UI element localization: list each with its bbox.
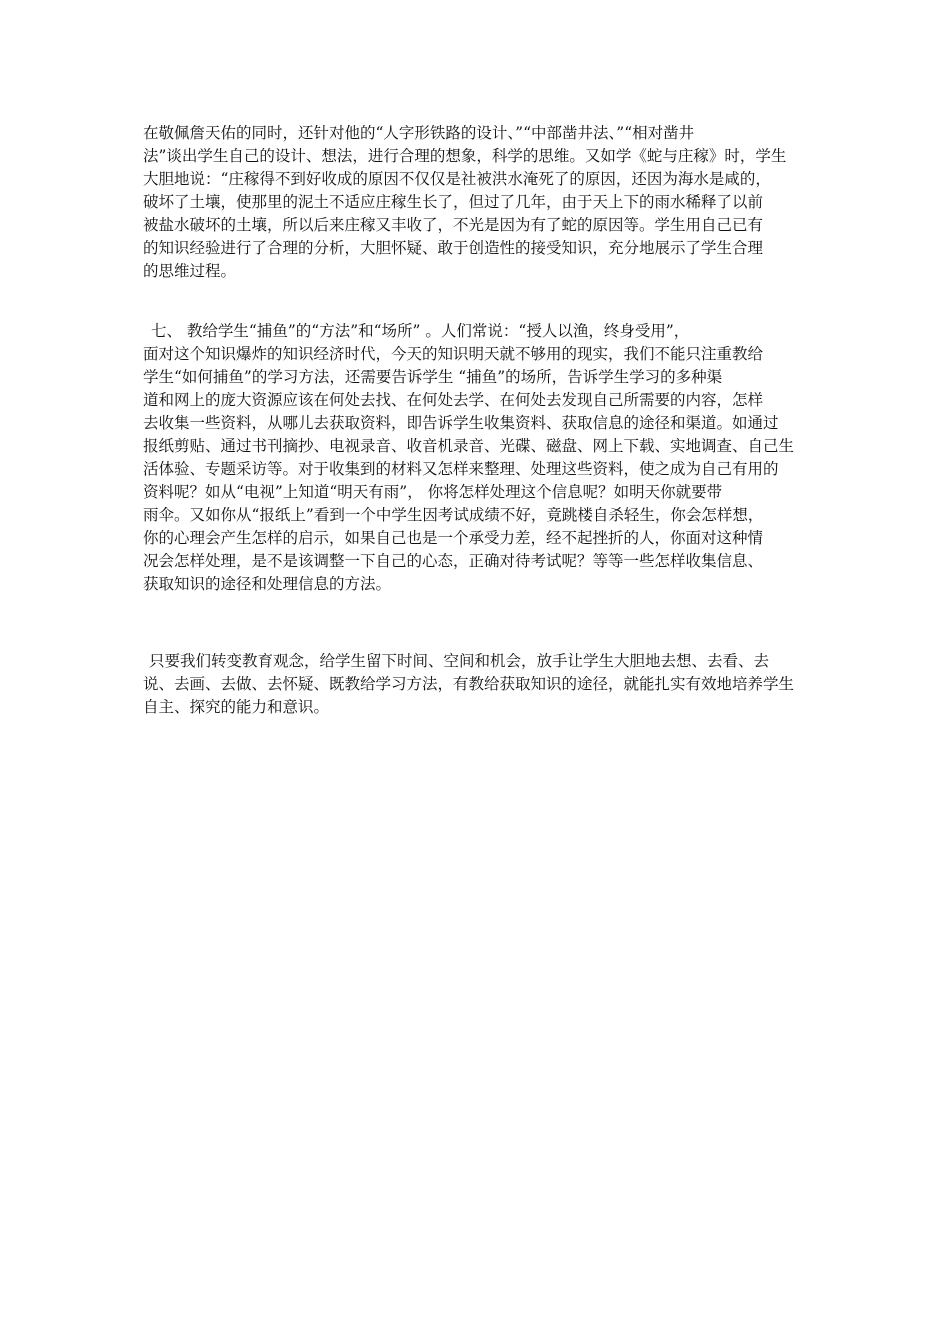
paragraph-line: 的知识经验进行了合理的分析，大胆怀疑、敢于创造性的接受知识，充分地展示了学生合理 (143, 239, 764, 257)
paragraph-line: 大胆地说：“庄稼得不到好收成的原因不仅仅是社被洪水淹死了的原因，还因为海水是咸的， (143, 170, 771, 188)
paragraph-line: 只要我们转变教育观念，给学生留下时间、空间和机会，放手让学生大胆地去想、去看、去 (149, 652, 770, 670)
paragraph-line: 说、去画、去做、去怀疑、既教给学习方法，有教给获取知识的途径，就能扎实有效地培养学生 (143, 675, 795, 693)
paragraph-line: 资料呢？如从“电视”上知道“明天有雨”， 你将怎样处理这个信息呢？如明天你就要带 (143, 483, 723, 501)
paragraph-line: 雨伞。又如你从“报纸上”看到一个中学生因考试成绩不好，竟跳楼自杀轻生，你会怎样想， (143, 506, 764, 524)
paragraph-line: 去收集一些资料，从哪儿去获取资料，即告诉学生收集资料、获取信息的途径和渠道。如通过 (143, 414, 779, 432)
paragraph-2 (143, 320, 813, 596)
paragraph-line: 的思维过程。 (143, 262, 237, 280)
paragraph-line: 学生“如何捕鱼”的学习方法，还需要告诉学生 “捕鱼”的场所，告诉学生学习的多种渠 (143, 368, 723, 386)
paragraph-line: 你的心理会产生怎样的启示，如果自己也是一个承受力差，经不起挫折的人，你面对这种情 (143, 529, 764, 547)
paragraph-line: 道和网上的庞大资源应该在何处去找、在何处去学、在何处去发现自己所需要的内容，怎样 (143, 391, 764, 409)
section-heading-line: 七、 教给学生“捕鱼”的“方法”和“场所” 。人们常说：“授人以渔，终身受用”， (151, 322, 690, 340)
paragraph-line: 获取知识的途径和处理信息的方法。 (143, 575, 392, 593)
paragraph-line: 在敬佩詹天佑的同时，还针对他的“人字形铁路的设计、”“中部凿井法、”“相对凿井 (143, 124, 695, 142)
paragraph-line: 被盐水破坏的土壤，所以后来庄稼又丰收了，不光是因为有了蛇的原因等。学生用自己已有 (143, 216, 764, 234)
paragraph-line: 法”谈出学生自己的设计、想法，进行合理的想象，科学的思维。又如学《蛇与庄稼》时，学生 (143, 147, 787, 165)
paragraph-line: 面对这个知识爆炸的知识经济时代，今天的知识明天就不够用的现实，我们不能只注重教给 (143, 345, 764, 363)
paragraph-line: 活体验、专题采访等。对于收集到的材料又怎样来整理、处理这些资料，使之成为自己有用的 (143, 460, 779, 478)
paragraph-line: 况会怎样处理，是不是该调整一下自己的心态，正确对待考试呢？等等一些怎样收集信息、 (143, 552, 764, 570)
paragraph-line: 破坏了土壤，使那里的泥土不适应庄稼生长了，但过了几年，由于天上下的雨水稀释了以前 (143, 193, 764, 211)
paragraph-line: 报纸剪贴、通过书刊摘抄、电视录音、收音机录音、光碟、磁盘、网上下载、实地调查、自己生 (143, 437, 795, 455)
paragraph-3 (143, 650, 813, 719)
paragraph-1 (143, 122, 813, 283)
paragraph-line: 自主、探究的能力和意识。 (143, 698, 330, 716)
